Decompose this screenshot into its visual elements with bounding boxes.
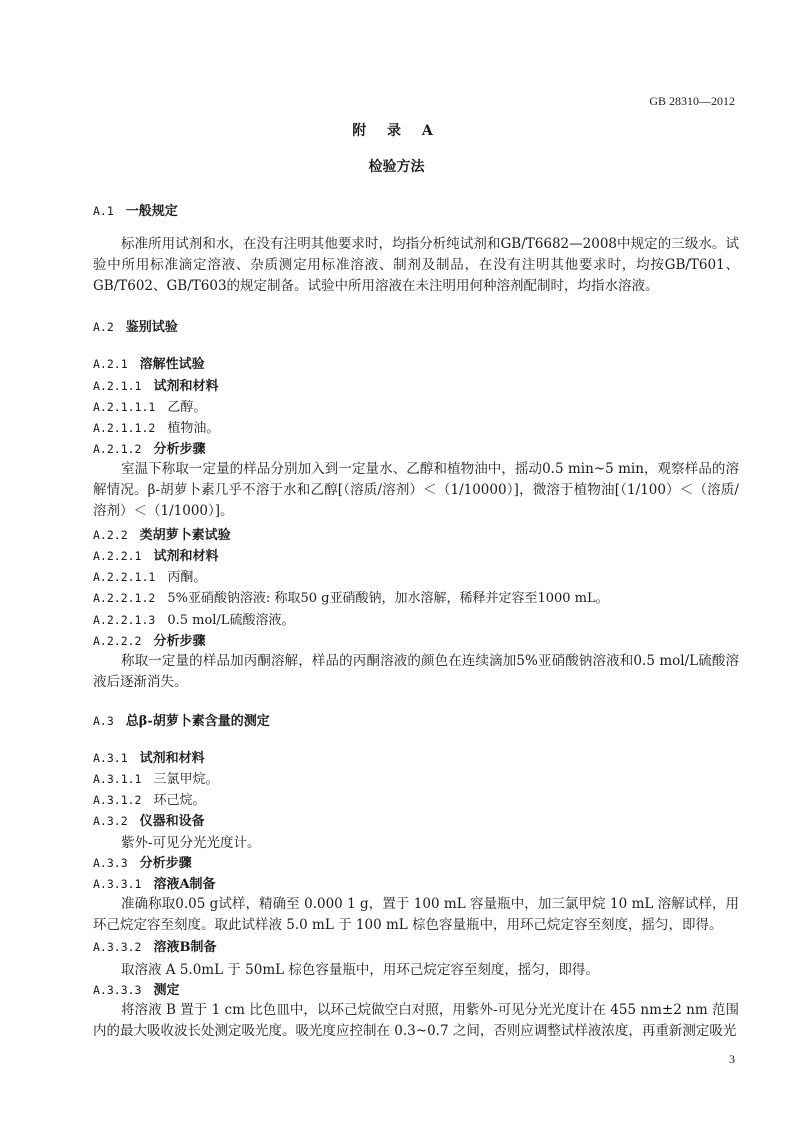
heading-a2211	[93, 566, 206, 585]
section-title: 鉴别试验	[125, 320, 178, 335]
section-number: A.2.2.2	[93, 634, 142, 648]
paragraph-general-rules: 标准所用试剂和水，在没有注明其他要求时，均指分析纯试剂和GB/T6682—2008中规定的三级水。试验中所用标准滴定溶液、杂质测定用标准溶液、制剂及制品，在没有注明其他要求时，均按GB/T601、GB/T602、GB/T603的规定制备。试验中所用溶液在未注明用何种溶剂配制时，均指水溶液。	[93, 236, 739, 294]
page-title: 检验方法	[368, 159, 425, 175]
section-title: 溶液A制备	[153, 877, 216, 892]
heading-a21	[93, 353, 205, 372]
heading-a212	[93, 438, 205, 457]
heading-a332	[93, 936, 216, 955]
page-number: 3	[729, 1052, 735, 1066]
section-number: A.2	[93, 320, 114, 334]
paragraph-measurement: 将溶液 B 置于 1 cm 比色皿中，以环己烷做空白对照，用紫外-可见分光光度计在 455 nm±2 nm 范围内的最大吸收波长处测定吸光度。吸光度应控制在 0.3~0.7 之间，否则应调整试样液浓度，再重新测定吸光	[93, 1002, 739, 1039]
section-number: A.3.3.1	[93, 877, 142, 891]
section-number: A.3.3.2	[93, 940, 142, 954]
section-title: 仪器和设备	[139, 814, 205, 829]
paragraph-instrument: 紫外-可见分光光度计。	[121, 835, 261, 851]
appendix-label: 附 录 A	[352, 123, 441, 139]
paragraph-solubility-steps: 室温下称取一定量的样品分别加入到一定量水、乙醇和植物油中，摇动0.5 min~5 min，观察样品的溶解情况。β-胡萝卜素几乎不溶于水和乙醇[（溶质/溶剂）＜（1/10000）]，微溶于植物油[（1/100）＜（溶质/溶剂）＜（1/1000）]。	[93, 461, 739, 519]
paragraph-solution-a: 准确称取0.05 g试样，精确至 0.000 1 g，置于 100 mL 容量瓶中，加三氯甲烷 10 mL 溶解试样，用环己烷定容至刻度。取此试样液 5.0 mL 于 100 mL 棕色容量瓶中，用环己烷定容至刻度，摇匀，即得。	[93, 896, 739, 933]
section-number: A.2.2	[93, 528, 128, 542]
section-title: 环己烷。	[153, 793, 206, 808]
heading-a333	[93, 979, 179, 998]
section-title: 试剂和材料	[139, 751, 205, 766]
heading-a32	[93, 810, 205, 829]
section-number: A.3	[93, 714, 114, 728]
section-title: 溶解性试验	[139, 357, 205, 372]
section-title: 0.5 mol/L硫酸溶液。	[167, 613, 295, 628]
heading-a33	[93, 852, 192, 871]
heading-a2111	[93, 396, 206, 415]
section-number: A.3.1	[93, 751, 128, 765]
heading-a222	[93, 630, 205, 649]
section-heading-a1	[93, 200, 178, 219]
section-title: 分析步骤	[139, 856, 192, 871]
section-number: A.3.2	[93, 814, 128, 828]
section-title: 类胡萝卜素试验	[139, 528, 231, 543]
section-number: A.3.3.3	[93, 983, 142, 997]
section-title: 试剂和材料	[153, 549, 219, 564]
heading-a31	[93, 747, 205, 766]
section-title: 三氯甲烷。	[153, 772, 219, 787]
section-number: A.2.1.1	[93, 379, 142, 393]
paragraph-solution-b: 取溶液 A 5.0mL 于 50mL 棕色容量瓶中，用环己烷定容至刻度，摇匀，即得。	[121, 962, 599, 978]
section-title: 试剂和材料	[153, 379, 219, 394]
section-number: A.2.2.1.3	[93, 613, 156, 627]
section-number: A.3.3	[93, 856, 128, 870]
section-number: A.2.1.2	[93, 442, 142, 456]
heading-a22	[93, 524, 231, 543]
heading-a2112	[93, 417, 219, 436]
section-number: A.2.2.1	[93, 549, 142, 563]
section-title: 乙醇。	[167, 400, 207, 415]
section-title: 一般规定	[125, 204, 178, 219]
section-heading-a3	[93, 710, 270, 729]
section-title: 丙酮。	[167, 570, 207, 585]
heading-a211	[93, 375, 218, 394]
section-heading-a2	[93, 316, 178, 335]
section-number: A.2.1	[93, 357, 128, 371]
section-title: 分析步骤	[153, 442, 206, 457]
heading-a312	[93, 789, 205, 808]
section-number: A.2.2.1.2	[93, 591, 156, 605]
section-title: 5%亚硝酸钠溶液: 称取50 g亚硝酸钠，加水溶解，稀释并定容至1000 mL。	[167, 591, 609, 606]
section-title: 总β-胡萝卜素含量的测定	[125, 714, 270, 729]
section-number: A.1	[93, 204, 114, 218]
section-title: 测定	[153, 983, 180, 998]
heading-a331	[93, 873, 216, 892]
heading-a221	[93, 545, 218, 564]
heading-a2213	[93, 609, 294, 628]
section-title: 分析步骤	[153, 634, 206, 649]
section-title: 植物油。	[167, 421, 220, 436]
section-title: 溶液B制备	[153, 940, 217, 955]
section-number: A.3.1.1	[93, 772, 142, 786]
section-number: A.2.1.1.2	[93, 421, 156, 435]
standard-number: GB 28310—2012	[649, 94, 735, 108]
section-number: A.2.2.1.1	[93, 570, 156, 584]
heading-a2212	[93, 587, 609, 606]
section-number: A.3.1.2	[93, 793, 142, 807]
heading-a311	[93, 768, 218, 787]
section-number: A.2.1.1.1	[93, 400, 156, 414]
paragraph-carotenoid-steps: 称取一定量的样品加丙酮溶解，样品的丙酮溶液的颜色在连续滴加5%亚硝酸钠溶液和0.5 mol/L硫酸溶液后逐渐消失。	[93, 653, 739, 690]
